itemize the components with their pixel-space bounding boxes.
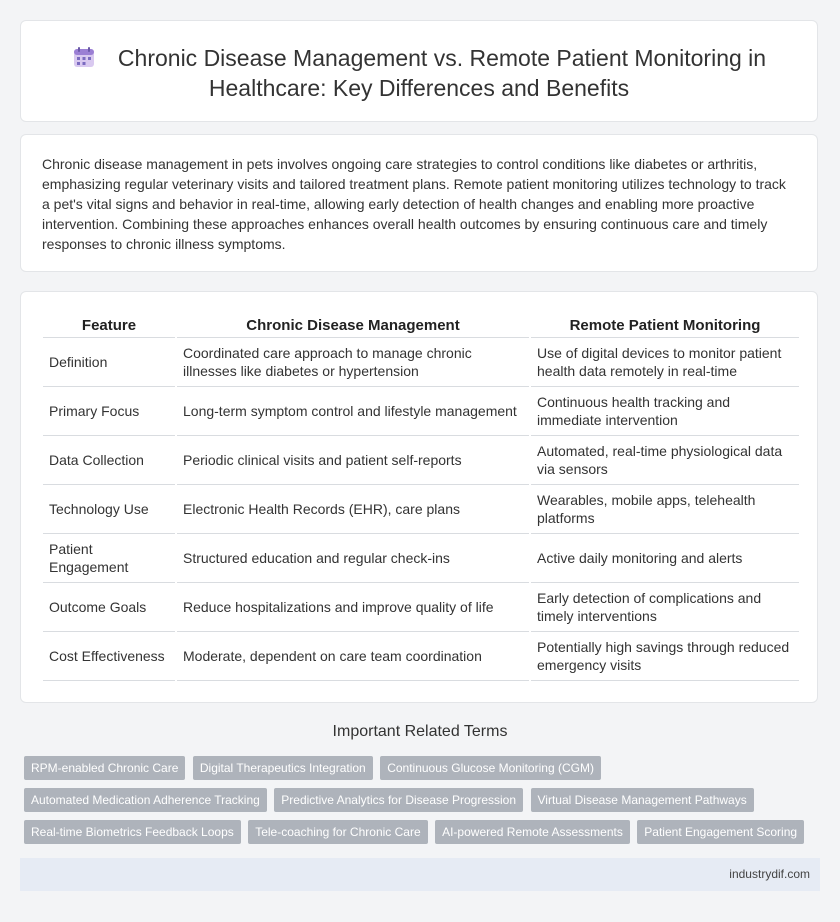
comparison-table [43, 314, 799, 681]
related-term-tag[interactable]: Predictive Analytics for Disease Progression [274, 788, 523, 812]
title-line-2: Healthcare: Key Differences and Benefits [208, 75, 630, 101]
row-rpm: Continuous health tracking and immediate intervention [530, 387, 799, 436]
row-feature: Patient Engagement [43, 534, 176, 583]
related-term-tag[interactable]: Virtual Disease Management Pathways [531, 788, 754, 812]
table-row [43, 534, 799, 583]
table-row [43, 485, 799, 534]
row-cdm: Coordinated care approach to manage chronic illnesses like diabetes or hypertension [176, 338, 530, 387]
row-rpm: Active daily monitoring and alerts [530, 534, 799, 583]
related-term-tag[interactable]: RPM-enabled Chronic Care [24, 756, 185, 780]
header-rpm: Remote Patient Monitoring [530, 314, 799, 338]
calendar-icon [72, 45, 96, 69]
related-term-tag[interactable]: Continuous Glucose Monitoring (CGM) [380, 756, 601, 780]
row-feature: Data Collection [43, 436, 176, 485]
title-line-1: Chronic Disease Management vs. Remote Patient Monitoring in [117, 45, 767, 71]
table-row [43, 583, 799, 632]
related-term-tag[interactable]: Digital Therapeutics Integration [193, 756, 373, 780]
related-term-tag[interactable]: AI-powered Remote Assessments [435, 820, 630, 844]
row-rpm: Use of digital devices to monitor patient health data remotely in real-time [530, 338, 799, 387]
title-card [20, 20, 818, 122]
related-terms-heading: Important Related Terms [332, 723, 508, 740]
footer [20, 858, 820, 891]
row-cdm: Periodic clinical visits and patient self-reports [176, 436, 530, 485]
table-row [43, 632, 799, 681]
footer-site-link[interactable]: industrydif.com [729, 867, 810, 881]
row-cdm: Structured education and regular check-ins [176, 534, 530, 583]
related-term-tag[interactable]: Real-time Biometrics Feedback Loops [24, 820, 241, 844]
related-term-tag[interactable]: Automated Medication Adherence Tracking [24, 788, 267, 812]
row-rpm: Wearables, mobile apps, telehealth platforms [530, 485, 799, 534]
header-feature: Feature [43, 314, 176, 338]
row-rpm: Automated, real-time physiological data via sensors [530, 436, 799, 485]
row-feature: Technology Use [43, 485, 176, 534]
intro-paragraph: Chronic disease management in pets involves ongoing care strategies to control conditions like diabetes or arthritis, emphasizing regular veterinary visits and tailored treatment plans. Remote patient monitoring utilizes technology to track a pet's vital signs and behavior in real-time, allowing early detection of health changes and enabling more proactive intervention. Combining these approaches enhances overall health outcomes by ensuring continuous care and timely responses to chronic illness symptoms. [42, 156, 786, 252]
page-title [21, 43, 817, 103]
row-rpm: Early detection of complications and timely interventions [530, 583, 799, 632]
table-row [43, 338, 799, 387]
header-cdm: Chronic Disease Management [176, 314, 530, 338]
related-term-tag[interactable]: Patient Engagement Scoring [637, 820, 804, 844]
row-feature: Primary Focus [43, 387, 176, 436]
comparison-card [20, 291, 818, 703]
row-cdm: Electronic Health Records (EHR), care plans [176, 485, 530, 534]
row-feature: Definition [43, 338, 176, 387]
related-term-tag[interactable]: Tele-coaching for Chronic Care [248, 820, 427, 844]
row-feature: Cost Effectiveness [43, 632, 176, 681]
related-terms-list [24, 756, 814, 852]
intro-card [20, 134, 818, 272]
table-row [43, 436, 799, 485]
row-cdm: Reduce hospitalizations and improve quality of life [176, 583, 530, 632]
table-row [43, 387, 799, 436]
row-cdm: Long-term symptom control and lifestyle management [176, 387, 530, 436]
row-rpm: Potentially high savings through reduced emergency visits [530, 632, 799, 681]
row-feature: Outcome Goals [43, 583, 176, 632]
row-cdm: Moderate, dependent on care team coordination [176, 632, 530, 681]
table-header-row [43, 314, 799, 338]
